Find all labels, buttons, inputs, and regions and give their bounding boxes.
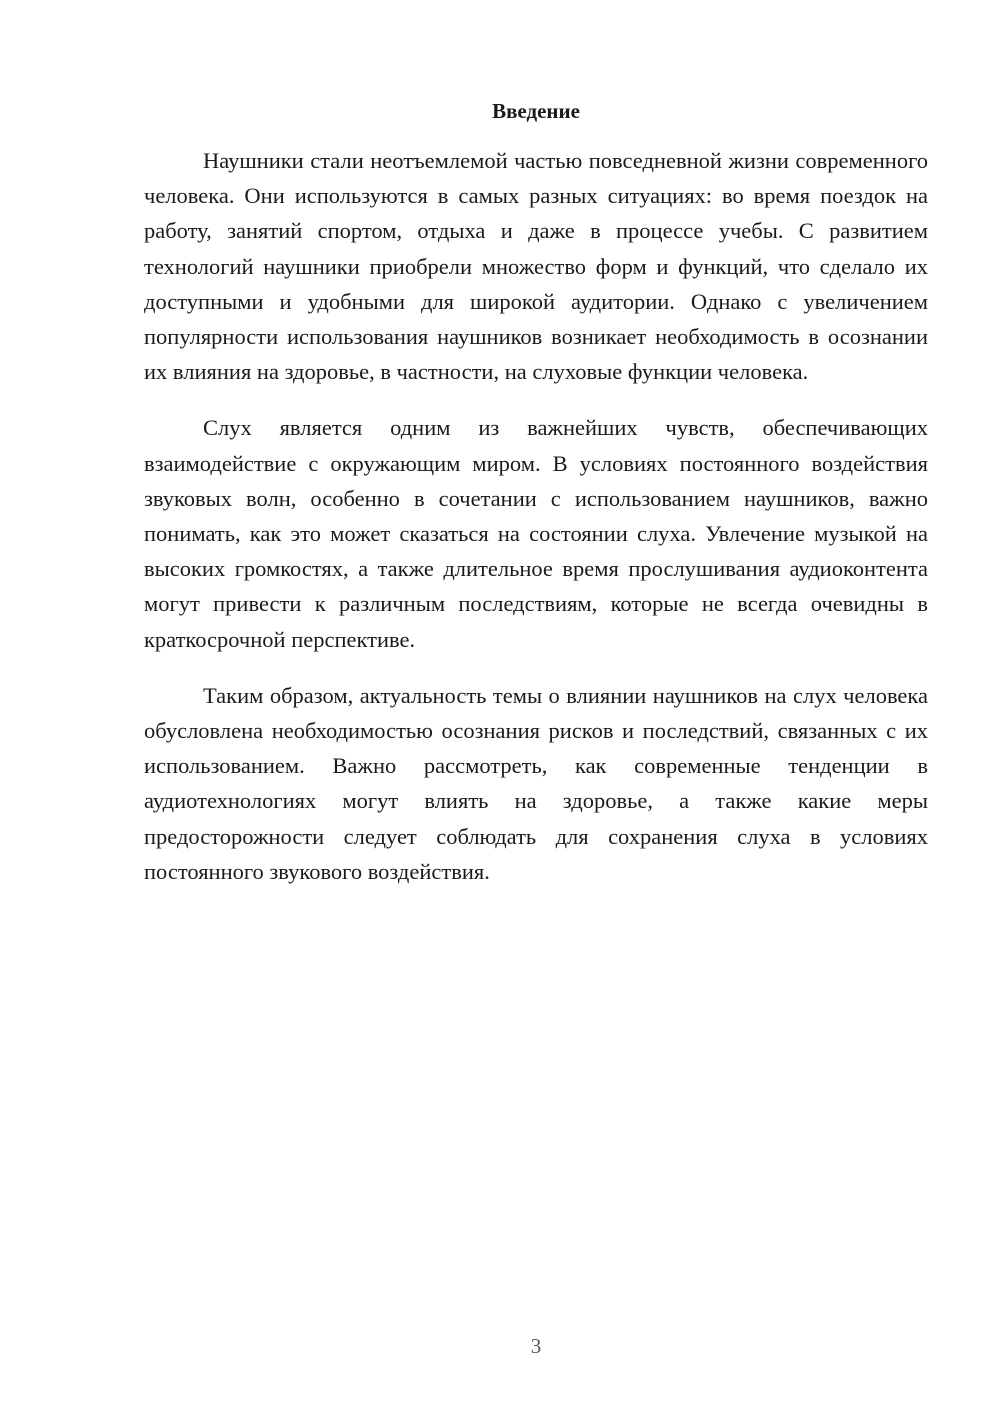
paragraph-3: Таким образом, актуальность темы о влиянии наушников на слух человека обусловлена необходимостью осознания рисков и последствий, связанных с их использованием. Важно рассмотреть, как современные тенденции в аудиотехнологиях могут влиять на здоровье, а также какие меры предосторожности следует соблюдать для сохранения слуха в условиях постоянного звукового воздействия.	[144, 682, 928, 884]
page-number: 3	[530, 1334, 542, 1358]
body-text	[144, 143, 928, 910]
section-heading: Введение	[492, 99, 580, 123]
paragraph-1: Наушники стали неотъемлемой частью повседневной жизни современного человека. Они используются в самых разных ситуациях: во время поездок на работу, занятий спортом, отдыха и даже в процессе учебы. С развитием технологий наушники приобрели множество форм и функций, что сделало их доступными и удобными для широкой аудитории. Однако с увеличением популярности использования наушников возникает необходимость в осознании их влияния на здоровье, в частности, на слуховые функции человека.	[144, 148, 928, 385]
paragraph-2: Слух является одним из важнейших чувств, обеспечивающих взаимодействие с окружающим миром. В условиях постоянного воздействия звуковых волн, особенно в сочетании с использованием наушников, важно понимать, как это может сказаться на состоянии слуха. Увлечение музыкой на высоких громкостях, а также длительное время прослушивания аудиоконтента могут привести к различным последствиям, которые не всегда очевидны в краткосрочной перспективе.	[144, 415, 928, 652]
